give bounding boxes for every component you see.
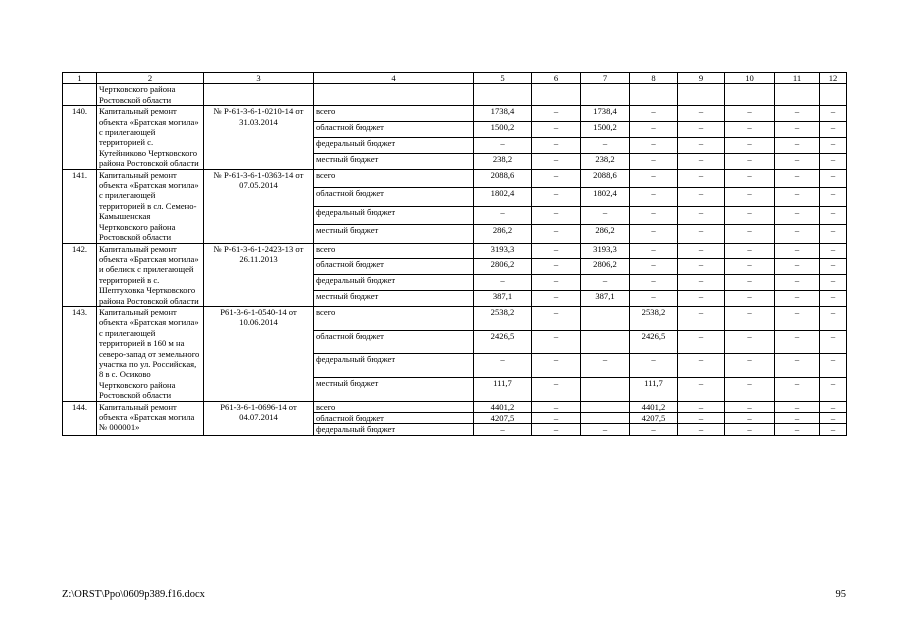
amount-cell: – bbox=[630, 291, 678, 307]
row-number: 141. bbox=[63, 169, 97, 243]
amount-cell: – bbox=[630, 169, 678, 187]
table-row bbox=[63, 306, 847, 330]
amount-cell: 1738,4 bbox=[581, 106, 630, 122]
funding-source-label: областной бюджет bbox=[314, 330, 474, 354]
funding-source-label: всего bbox=[314, 169, 474, 187]
amount-cell: 1802,4 bbox=[581, 188, 630, 206]
empty-cell bbox=[204, 84, 314, 106]
empty-cell bbox=[581, 84, 630, 106]
amount-cell: – bbox=[725, 169, 775, 187]
amount-cell: – bbox=[820, 243, 847, 259]
amount-cell: – bbox=[678, 243, 725, 259]
empty-cell bbox=[678, 84, 725, 106]
amount-cell: – bbox=[532, 188, 581, 206]
row-number: 144. bbox=[63, 401, 97, 435]
amount-cell: – bbox=[532, 330, 581, 354]
empty-cell bbox=[532, 84, 581, 106]
amount-cell: – bbox=[678, 122, 725, 138]
column-header: 7 bbox=[581, 73, 630, 84]
continuation-row bbox=[63, 84, 847, 106]
column-header: 8 bbox=[630, 73, 678, 84]
amount-cell: – bbox=[678, 225, 725, 243]
column-number-row bbox=[63, 73, 847, 84]
amount-cell: – bbox=[678, 206, 725, 224]
amount-cell: – bbox=[678, 137, 725, 153]
amount-cell: – bbox=[820, 225, 847, 243]
amount-cell: – bbox=[775, 424, 820, 435]
column-header: 10 bbox=[725, 73, 775, 84]
amount-cell: – bbox=[775, 243, 820, 259]
amount-cell: – bbox=[678, 259, 725, 275]
amount-cell: – bbox=[775, 377, 820, 401]
amount-cell: – bbox=[532, 424, 581, 435]
amount-cell: 2806,2 bbox=[581, 259, 630, 275]
amount-cell: 2426,5 bbox=[630, 330, 678, 354]
amount-cell: – bbox=[820, 401, 847, 412]
amount-cell: 3193,3 bbox=[474, 243, 532, 259]
column-header: 6 bbox=[532, 73, 581, 84]
amount-cell: – bbox=[820, 137, 847, 153]
amount-cell: – bbox=[630, 122, 678, 138]
amount-cell: – bbox=[725, 330, 775, 354]
amount-cell: – bbox=[775, 106, 820, 122]
amount-cell: – bbox=[820, 424, 847, 435]
amount-cell: – bbox=[820, 259, 847, 275]
amount-cell bbox=[581, 413, 630, 424]
empty-cell bbox=[725, 84, 775, 106]
funding-source-label: областной бюджет bbox=[314, 259, 474, 275]
funding-source-label: всего bbox=[314, 306, 474, 330]
amount-cell: – bbox=[725, 306, 775, 330]
amount-cell: – bbox=[532, 275, 581, 291]
amount-cell: – bbox=[678, 291, 725, 307]
amount-cell: – bbox=[678, 354, 725, 378]
amount-cell: – bbox=[775, 137, 820, 153]
amount-cell: 286,2 bbox=[581, 225, 630, 243]
amount-cell: – bbox=[532, 206, 581, 224]
amount-cell: – bbox=[820, 306, 847, 330]
table-row bbox=[63, 401, 847, 412]
amount-cell: 1500,2 bbox=[474, 122, 532, 138]
amount-cell: 1738,4 bbox=[474, 106, 532, 122]
amount-cell: – bbox=[725, 291, 775, 307]
amount-cell: 238,2 bbox=[474, 153, 532, 169]
amount-cell: – bbox=[820, 122, 847, 138]
amount-cell bbox=[581, 306, 630, 330]
amount-cell: – bbox=[474, 275, 532, 291]
funding-source-label: местный бюджет bbox=[314, 153, 474, 169]
amount-cell: – bbox=[581, 137, 630, 153]
amount-cell: – bbox=[820, 275, 847, 291]
row-number: 143. bbox=[63, 306, 97, 401]
amount-cell: – bbox=[725, 377, 775, 401]
column-header: 12 bbox=[820, 73, 847, 84]
amount-cell: – bbox=[581, 275, 630, 291]
funding-source-label: местный бюджет bbox=[314, 225, 474, 243]
amount-cell: – bbox=[532, 153, 581, 169]
amount-cell: – bbox=[581, 424, 630, 435]
amount-cell: – bbox=[474, 137, 532, 153]
amount-cell: – bbox=[678, 275, 725, 291]
amount-cell: – bbox=[678, 413, 725, 424]
amount-cell: – bbox=[820, 377, 847, 401]
amount-cell: – bbox=[678, 401, 725, 412]
amount-cell: 238,2 bbox=[581, 153, 630, 169]
object-name: Капитальный ремонт объекта «Братская могила» с прилегающей территорией в сл. Семено-Камышенская Чертковского района Ростовской области bbox=[97, 169, 204, 243]
amount-cell: – bbox=[775, 122, 820, 138]
amount-cell: 3193,3 bbox=[581, 243, 630, 259]
funding-source-label: всего bbox=[314, 401, 474, 412]
amount-cell: – bbox=[775, 306, 820, 330]
amount-cell: – bbox=[725, 413, 775, 424]
amount-cell: – bbox=[775, 354, 820, 378]
amount-cell: – bbox=[820, 169, 847, 187]
amount-cell: 2088,6 bbox=[581, 169, 630, 187]
amount-cell: – bbox=[630, 225, 678, 243]
page-number: 95 bbox=[835, 589, 846, 600]
amount-cell: – bbox=[630, 188, 678, 206]
amount-cell: – bbox=[678, 306, 725, 330]
amount-cell: 286,2 bbox=[474, 225, 532, 243]
funding-source-label: областной бюджет bbox=[314, 413, 474, 424]
empty-cell bbox=[474, 84, 532, 106]
amount-cell: – bbox=[775, 188, 820, 206]
amount-cell: – bbox=[581, 354, 630, 378]
funding-source-label: местный бюджет bbox=[314, 377, 474, 401]
funding-source-label: всего bbox=[314, 106, 474, 122]
empty-cell bbox=[820, 84, 847, 106]
amount-cell: – bbox=[775, 291, 820, 307]
amount-cell: – bbox=[725, 188, 775, 206]
funding-source-label: федеральный бюджет bbox=[314, 354, 474, 378]
amount-cell: – bbox=[630, 275, 678, 291]
amount-cell: 1802,4 bbox=[474, 188, 532, 206]
amount-cell: 111,7 bbox=[474, 377, 532, 401]
funding-source-label: федеральный бюджет bbox=[314, 424, 474, 435]
footer-file-path: Z:\ORST\Ppo\0609p389.f16.docx bbox=[62, 589, 205, 600]
amount-cell: 387,1 bbox=[474, 291, 532, 307]
funding-source-label: федеральный бюджет bbox=[314, 137, 474, 153]
amount-cell: – bbox=[820, 291, 847, 307]
amount-cell: – bbox=[532, 401, 581, 412]
funding-source-label: федеральный бюджет bbox=[314, 206, 474, 224]
object-name: Капитальный ремонт объекта «Братская могила № 000001» bbox=[97, 401, 204, 435]
amount-cell: – bbox=[678, 188, 725, 206]
amount-cell: 4401,2 bbox=[474, 401, 532, 412]
amount-cell: – bbox=[775, 401, 820, 412]
funding-source-label: всего bbox=[314, 243, 474, 259]
amount-cell: – bbox=[630, 424, 678, 435]
amount-cell: – bbox=[775, 413, 820, 424]
amount-cell: – bbox=[775, 169, 820, 187]
empty-cell bbox=[630, 84, 678, 106]
table-row bbox=[63, 243, 847, 259]
amount-cell: – bbox=[725, 137, 775, 153]
amount-cell: – bbox=[630, 259, 678, 275]
amount-cell: – bbox=[630, 206, 678, 224]
empty-cell bbox=[314, 84, 474, 106]
object-name: Чертковского района Ростовской области bbox=[97, 84, 204, 106]
registration-number: Р61-3-6-1-0540-14 от 10.06.2014 bbox=[204, 306, 314, 401]
amount-cell: – bbox=[474, 354, 532, 378]
amount-cell: – bbox=[474, 424, 532, 435]
amount-cell bbox=[581, 401, 630, 412]
amount-cell: – bbox=[820, 330, 847, 354]
amount-cell: – bbox=[725, 401, 775, 412]
funding-source-label: областной бюджет bbox=[314, 188, 474, 206]
amount-cell: – bbox=[678, 377, 725, 401]
registration-number: Р61-3-6-1-0696-14 от 04.07.2014 bbox=[204, 401, 314, 435]
amount-cell: – bbox=[775, 225, 820, 243]
amount-cell: 4207,5 bbox=[474, 413, 532, 424]
column-header: 11 bbox=[775, 73, 820, 84]
amount-cell: 2806,2 bbox=[474, 259, 532, 275]
amount-cell: – bbox=[725, 106, 775, 122]
amount-cell: – bbox=[725, 153, 775, 169]
amount-cell: – bbox=[532, 259, 581, 275]
amount-cell: 4207,5 bbox=[630, 413, 678, 424]
amount-cell: – bbox=[630, 354, 678, 378]
amount-cell: – bbox=[532, 354, 581, 378]
funding-source-label: федеральный бюджет bbox=[314, 275, 474, 291]
amount-cell: – bbox=[725, 424, 775, 435]
amount-cell: – bbox=[532, 225, 581, 243]
amount-cell: – bbox=[725, 354, 775, 378]
funding-source-label: областной бюджет bbox=[314, 122, 474, 138]
amount-cell: – bbox=[725, 259, 775, 275]
amount-cell: – bbox=[725, 206, 775, 224]
table-row bbox=[63, 169, 847, 187]
registration-number: № Р-61-3-6-1-2423-13 от 26.11.2013 bbox=[204, 243, 314, 306]
amount-cell bbox=[581, 330, 630, 354]
amount-cell: 387,1 bbox=[581, 291, 630, 307]
registration-number: № Р-61-3-6-1-0210-14 от 31.03.2014 bbox=[204, 106, 314, 169]
amount-cell: – bbox=[820, 206, 847, 224]
column-header: 1 bbox=[63, 73, 97, 84]
column-header: 9 bbox=[678, 73, 725, 84]
amount-cell: – bbox=[630, 243, 678, 259]
amount-cell: – bbox=[820, 153, 847, 169]
empty-cell bbox=[775, 84, 820, 106]
amount-cell: – bbox=[532, 169, 581, 187]
amount-cell: – bbox=[532, 106, 581, 122]
amount-cell: – bbox=[630, 137, 678, 153]
amount-cell: – bbox=[775, 206, 820, 224]
column-header: 5 bbox=[474, 73, 532, 84]
budget-table bbox=[62, 72, 847, 436]
amount-cell: – bbox=[532, 291, 581, 307]
amount-cell: 2426,5 bbox=[474, 330, 532, 354]
object-name: Капитальный ремонт объекта «Братская могила» с прилегающей территорией в 160 м на северо-запад от земельного участка по ул. Российская, 8 в с. Осиково Чертковского района Ростовской области bbox=[97, 306, 204, 401]
amount-cell: – bbox=[474, 206, 532, 224]
column-header: 4 bbox=[314, 73, 474, 84]
amount-cell: – bbox=[820, 188, 847, 206]
amount-cell: 2538,2 bbox=[630, 306, 678, 330]
amount-cell: – bbox=[532, 377, 581, 401]
empty-cell bbox=[63, 84, 97, 106]
amount-cell: – bbox=[532, 137, 581, 153]
amount-cell: – bbox=[775, 275, 820, 291]
amount-cell: – bbox=[775, 153, 820, 169]
amount-cell: – bbox=[630, 153, 678, 169]
amount-cell bbox=[581, 377, 630, 401]
amount-cell: 2088,6 bbox=[474, 169, 532, 187]
amount-cell: – bbox=[725, 225, 775, 243]
amount-cell: 2538,2 bbox=[474, 306, 532, 330]
table-row bbox=[63, 106, 847, 122]
amount-cell: – bbox=[725, 275, 775, 291]
column-header: 2 bbox=[97, 73, 204, 84]
amount-cell: – bbox=[678, 153, 725, 169]
amount-cell: – bbox=[678, 169, 725, 187]
amount-cell: – bbox=[725, 122, 775, 138]
amount-cell: – bbox=[678, 106, 725, 122]
amount-cell: – bbox=[678, 330, 725, 354]
amount-cell: – bbox=[532, 243, 581, 259]
amount-cell: – bbox=[678, 424, 725, 435]
amount-cell: – bbox=[532, 306, 581, 330]
amount-cell: 1500,2 bbox=[581, 122, 630, 138]
registration-number: № Р-61-3-6-1-0363-14 от 07.05.2014 bbox=[204, 169, 314, 243]
amount-cell: 111,7 bbox=[630, 377, 678, 401]
amount-cell: – bbox=[532, 413, 581, 424]
column-header: 3 bbox=[204, 73, 314, 84]
amount-cell: – bbox=[581, 206, 630, 224]
funding-source-label: местный бюджет bbox=[314, 291, 474, 307]
object-name: Капитальный ремонт объекта «Братская могила» и обелиск с прилегающей территорией в с. Шептуховка Чертковского района Ростовской области bbox=[97, 243, 204, 306]
amount-cell: – bbox=[775, 330, 820, 354]
row-number: 140. bbox=[63, 106, 97, 169]
amount-cell: – bbox=[820, 413, 847, 424]
amount-cell: – bbox=[532, 122, 581, 138]
object-name: Капитальный ремонт объекта «Братская могила» с прилегающей территорией с. Кутейниково Чертковского района Ростовской области bbox=[97, 106, 204, 169]
row-number: 142. bbox=[63, 243, 97, 306]
amount-cell: – bbox=[630, 106, 678, 122]
amount-cell: – bbox=[725, 243, 775, 259]
amount-cell: – bbox=[775, 259, 820, 275]
amount-cell: – bbox=[820, 354, 847, 378]
amount-cell: – bbox=[820, 106, 847, 122]
amount-cell: 4401,2 bbox=[630, 401, 678, 412]
